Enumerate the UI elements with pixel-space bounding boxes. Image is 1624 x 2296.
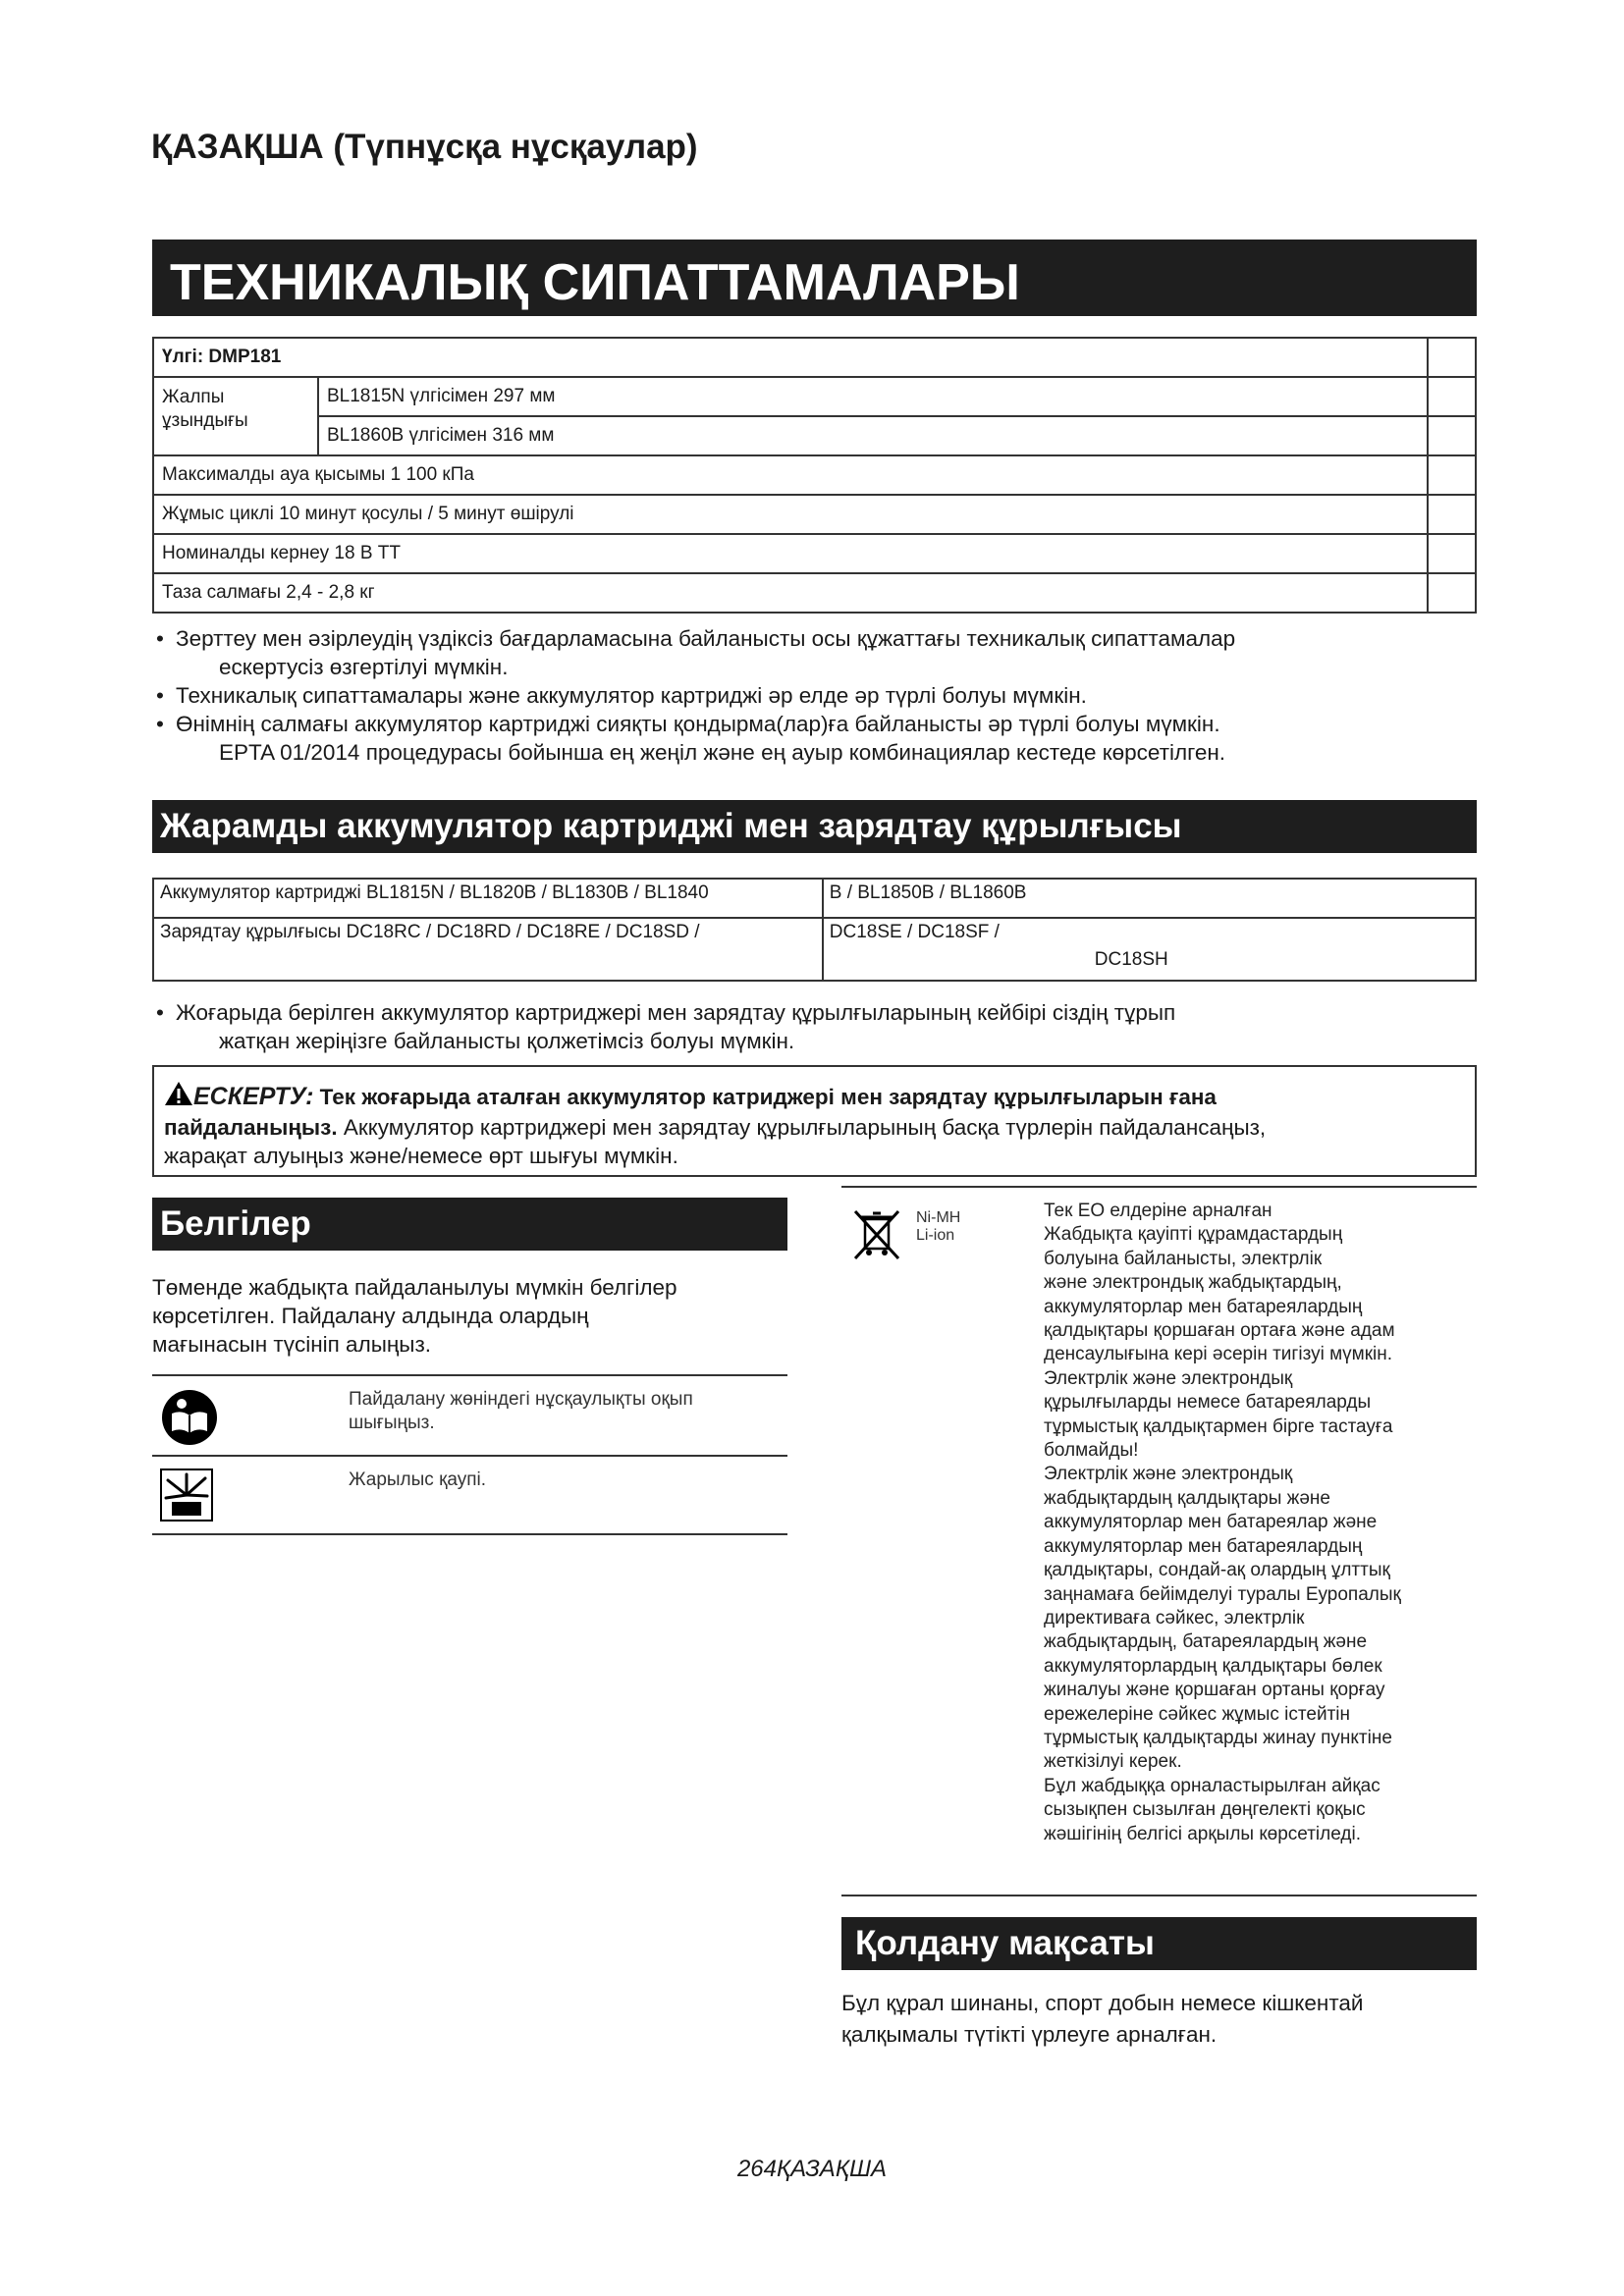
symbol-row-explosion — [152, 1455, 787, 1535]
purpose-heading: Қолдану мақсаты — [841, 1917, 1477, 1970]
weee-line: аккумуляторлар мен батареялардың — [1044, 1535, 1363, 1557]
empty-cell — [1428, 338, 1476, 377]
explosion-hazard-icon — [152, 1457, 349, 1533]
explosion-text: Жарылыс қаупі. — [349, 1469, 487, 1490]
model-cell: Үлгі: DMP181 — [153, 338, 1428, 377]
crossed-bin-icon — [851, 1207, 902, 1269]
weee-line: тұрмыстық қалдықтарды жинау пунктіне — [1044, 1727, 1392, 1748]
spec-note-2: • Техникалық сипаттамалары және аккумулятор картриджі әр елде әр түрлі болуы мүмкін. — [152, 681, 1477, 710]
weee-line: жиналуы және қоршаған ортаны қорғау — [1044, 1680, 1385, 1701]
warning-bold-2: пайдаланыңыз. — [164, 1115, 338, 1140]
weee-line: денсаулығына кері әсерін тигізуі мүмкін. — [1044, 1344, 1392, 1365]
spec-note-3-cont: EPTA 01/2014 процедурасы бойынша ең жеңіл және ең ауыр комбинациялар кестеде көрсетілген. — [219, 740, 1226, 765]
battery-note-cont: жатқан жеріңізге байланысты қолжетімсіз болуы мүмкін. — [219, 1029, 795, 1053]
warning-triangle-icon — [164, 1081, 193, 1113]
battery-heading: Жарамды аккумулятор картриджі мен зарядтау құрылғысы — [152, 800, 1477, 853]
length-bl1815n: BL1815N үлгісімен 297 мм — [318, 377, 1428, 416]
charger-cell: Зарядтау құрылғысы DC18RC / DC18RD / DC18RE / DC18SD / — [153, 918, 823, 981]
max-pressure: Максималды ауа қысымы 1 100 кПа — [153, 455, 1428, 495]
rated-voltage: Номиналды кернеу 18 В ТТ — [153, 534, 1428, 573]
weee-line: Электрлік және электрондық — [1044, 1464, 1293, 1485]
empty-cell — [1428, 416, 1476, 455]
weee-line: Бұл жабдыққа орналастырылған айқас — [1044, 1775, 1380, 1796]
spec-note-1-cont: ескертусіз өзгертілуі мүмкін. — [219, 655, 509, 679]
specifications-heading: ТЕХНИКАЛЫҚ СИПАТТАМАЛАРЫ — [152, 240, 1477, 316]
duty-cycle: Жұмыс циклі 10 минут қосулы / 5 минут өшірулі — [153, 495, 1428, 534]
read-manual-text: Пайдалану жөніндегі нұсқаулықты оқып шығыңыз. — [349, 1389, 693, 1433]
spec-note-1: • Зерттеу мен әзірлеудің үздіксіз бағдарламасына байланысты осы құжаттағы техникалық сипаттамалар — [152, 624, 1477, 653]
weee-line: болмайды! — [1044, 1440, 1139, 1462]
warning-label: ЕСКЕРТУ: — [193, 1083, 314, 1110]
weee-section — [841, 1186, 1477, 1896]
cartridge-cell: Аккумулятор картриджі BL1815N / BL1820B / BL1830B / BL1840 — [153, 879, 823, 918]
weee-line: қалдықтары қоршаған ортаға және адам — [1044, 1320, 1395, 1342]
spec-notes — [152, 624, 1477, 767]
symbols-table — [152, 1374, 787, 1535]
cartridge-cell-cont: B / BL1850B / BL1860B — [823, 879, 1476, 918]
length-bl1860b: BL1860B үлгісімен 316 мм — [318, 416, 1428, 455]
language-title: ҚАЗАҚША (Түпнұсқа нұсқаулар) — [151, 128, 698, 166]
weee-line: Тек ЕО елдеріне арналған — [1044, 1201, 1272, 1221]
weee-line: аккумуляторлар мен батареялардың — [1044, 1296, 1363, 1317]
weee-line: аккумуляторлар мен батареялар және — [1044, 1512, 1378, 1533]
weee-line: тұрмыстық қалдықтармен бірге тастауға — [1044, 1415, 1393, 1437]
weee-line: Электрлік және электрондық — [1044, 1367, 1293, 1389]
weee-line: жеткізілуі керек. — [1044, 1751, 1182, 1773]
weee-line: директиваға сәйкес, электрлік — [1044, 1607, 1305, 1629]
empty-cell — [1428, 573, 1476, 613]
weee-line: қалдықтары, сондай-ақ олардың ұлттық — [1044, 1560, 1390, 1581]
read-manual-icon — [152, 1376, 349, 1455]
specifications-table — [152, 337, 1477, 614]
weee-line: ережелеріне сәйкес жұмыс істейтін — [1044, 1703, 1350, 1725]
symbols-intro: Төменде жабдықта пайдаланылуы мүмкін белгілер көрсетілген. Пайдалану алдында олардың мағынасын түсініп алыңыз. — [152, 1275, 677, 1357]
battery-table — [152, 878, 1477, 982]
symbol-row-read-manual — [152, 1374, 787, 1455]
weee-line: аккумуляторлардың қалдықтары бөлек — [1044, 1655, 1382, 1677]
spec-note-3: • Өнімнің салмағы аккумулятор картриджі сияқты қондырма(лар)ға байланысты әр түрлі болуы мүмкін. — [152, 710, 1477, 738]
weee-line: болуына байланысты, электрлік — [1044, 1248, 1323, 1269]
overall-length-label: Жалпы ұзындығы — [153, 377, 318, 455]
empty-cell — [1428, 534, 1476, 573]
battery-note: • Жоғарыда берілген аккумулятор картриджері мен зарядтау құрылғыларының кейбірі сіздің тұрып — [152, 998, 1477, 1027]
empty-cell — [1428, 377, 1476, 416]
weee-line: жабдықтардың қалдықтары және — [1044, 1487, 1330, 1509]
net-weight: Таза салмағы 2,4 - 2,8 кг — [153, 573, 1428, 613]
empty-cell — [1428, 455, 1476, 495]
charger-cell-cont: DC18SE / DC18SF / DC18SH — [823, 918, 1476, 981]
warning-text-2: жарақат алуыңыз және/немесе өрт шығуы мүмкін. — [164, 1144, 678, 1168]
empty-cell — [1428, 495, 1476, 534]
symbols-heading: Белгілер — [152, 1198, 787, 1251]
warning-text-1: Аккумулятор картриджері мен зарядтау құрылғыларының басқа түрлерін пайдалансаңыз, — [343, 1115, 1267, 1140]
weee-line: жабдықтардың, батареялардың және — [1044, 1631, 1368, 1653]
page-number: 264ҚАЗАҚША — [736, 2156, 888, 2182]
weee-line: сызықпен сызылған дөңгелекті қоқыс — [1044, 1799, 1366, 1821]
weee-line: құрылғыларды немесе батареяларды — [1044, 1392, 1372, 1414]
warning-box — [152, 1065, 1477, 1177]
weee-text — [1044, 1200, 1476, 1846]
battery-notes — [152, 998, 1477, 1055]
weee-line: жәшігінің белгісі арқылы көрсетіледі. — [1044, 1823, 1361, 1844]
weee-line: заңнамаға бейімделуі туралы Еуропалық — [1044, 1583, 1401, 1605]
warning-bold-1: Тек жоғарыда аталған аккумулятор катриджері мен зарядтау құрылғыларын ғана — [319, 1085, 1217, 1109]
weee-line: Жабдықта қауіпті құрамдастардың — [1044, 1224, 1343, 1246]
weee-line: және электрондық жабдықтардың, — [1044, 1272, 1342, 1294]
purpose-text: Бұл құрал шинаны, спорт добын немесе кішкентай қалқымалы түтікті үрлеуге арналған. — [841, 1991, 1364, 2047]
battery-chemistry: Ni-MH Li-ion — [916, 1209, 961, 1244]
